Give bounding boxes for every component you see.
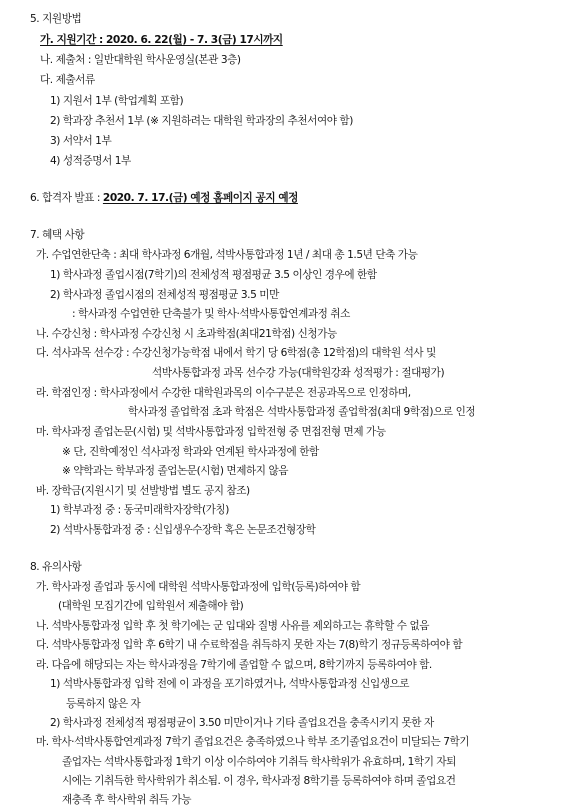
announcement-label: 6. 합격자 발표 : bbox=[30, 192, 103, 204]
doc-item-2: 2) 학과장 추천서 1부 (※ 지원하려는 대학원 학과장의 추천서여야 함) bbox=[50, 115, 353, 127]
note-d-1: 1) 석박사통합과정 입학 전에 이 과정을 포기하였거나, 석박사통합과정 신입생으로 bbox=[50, 678, 410, 690]
note-e-cont-3: 재충족 후 학사학위 취득 가능 bbox=[62, 794, 192, 806]
benefit-f: 바. 장학금(지원시기 및 선발방법 별도 공지 참조) bbox=[36, 485, 250, 497]
note-e: 마. 학사·석박사통합연계과정 7학기 졸업요건은 충족하였으나 학부 조기졸업요건이 미달되는 7학기 bbox=[36, 736, 470, 748]
benefit-e-note-1: ※ 단, 진학예정인 석사과정 학과와 연계된 학사과정에 한함 bbox=[62, 446, 319, 458]
note-c: 다. 석박사통합과정 입학 후 6학기 내 수료학점을 취득하지 못한 자는 7(8)학기 정규등록하여야 함 bbox=[36, 639, 463, 651]
benefit-d: 라. 학점인정 : 학사과정에서 수강한 대학원과목의 이수구분은 전공과목으로 인정하며, bbox=[36, 387, 411, 399]
note-d-2: 2) 학사과정 전체성적 평점평균이 3.50 미만이거나 기타 졸업요건을 충족시키지 못한 자 bbox=[50, 717, 434, 729]
submission-place: 나. 제출처 : 일반대학원 학사운영실(본관 3층) bbox=[40, 54, 241, 66]
note-b: 나. 석박사통합과정 입학 후 첫 학기에는 군 입대와 질병 사유를 제외하고는 휴학할 수 없음 bbox=[36, 620, 430, 632]
note-d: 라. 다음에 해당되는 자는 학사과정을 7학기에 졸업할 수 없으며, 8학기까지 등록하여야 함. bbox=[36, 659, 432, 671]
benefit-a: 가. 수업연한단축 : 최대 학사과정 6개월, 석박사통합과정 1년 / 최대 총 1.5년 단축 가능 bbox=[36, 249, 418, 261]
benefit-e: 마. 학사과정 졸업논문(시험) 및 석박사통합과정 입학전형 중 면접전형 면제 가능 bbox=[36, 426, 386, 438]
benefit-a-2: 2) 학사과정 졸업시점의 전체성적 평점평균 3.5 미만 bbox=[50, 289, 279, 301]
application-period: 가. 지원기간 : 2020. 6. 22(월) - 7. 3(금) 17시까지 bbox=[40, 34, 283, 46]
required-documents-heading: 다. 제출서류 bbox=[40, 74, 95, 86]
note-a: 가. 학사과정 졸업과 동시에 대학원 석박사통합과정에 입학(등록)하여야 함 bbox=[36, 581, 361, 593]
benefit-a-2-note: : 학사과정 수업연한 단축불가 및 학사·석박사통합연계과정 취소 bbox=[72, 308, 350, 320]
benefit-c-cont: 석박사통합과정 과목 선수강 가능(대학원강좌 성적평가 : 절대평가) bbox=[152, 367, 445, 379]
section-5-heading: 5. 지원방법 bbox=[30, 13, 82, 25]
benefit-f-1: 1) 학부과정 중 : 동국미래학자장학(가칭) bbox=[50, 504, 229, 516]
benefit-e-note-2: ※ 약학과는 학부과정 졸업논문(시험) 면제하지 않음 bbox=[62, 465, 289, 477]
benefit-b: 나. 수강신청 : 학사과정 수강신청 시 초과학점(최대21학점) 신청가능 bbox=[36, 328, 337, 340]
section-6-heading bbox=[30, 191, 298, 205]
benefit-d-cont: 학사과정 졸업학점 초과 학점은 석박사통합과정 졸업학점(최대 9학점)으로 인정 bbox=[128, 406, 476, 418]
section-8-heading: 8. 유의사항 bbox=[30, 561, 82, 573]
doc-item-3: 3) 서약서 1부 bbox=[50, 135, 112, 147]
note-d-1-cont: 등록하지 않은 자 bbox=[66, 698, 141, 710]
doc-item-4: 4) 성적증명서 1부 bbox=[50, 155, 131, 167]
note-e-cont-2: 시에는 기취득한 학사학위가 취소됨. 이 경우, 학사과정 8학기를 등록하여야 하며 졸업요건 bbox=[62, 775, 456, 787]
benefit-c: 다. 석사과목 선수강 : 수강신청가능학점 내에서 학기 당 6학점(총 12학점)의 대학원 석사 및 bbox=[36, 347, 436, 359]
doc-item-1: 1) 지원서 1부 (학업계획 포함) bbox=[50, 95, 184, 107]
note-e-cont-1: 졸업자는 석박사통합과정 1학기 이상 이수하여야 기취득 학사학위가 유효하며, 1학기 자퇴 bbox=[62, 756, 456, 768]
announcement-date: 2020. 7. 17.(금) 예정 홈페이지 공지 예정 bbox=[102, 192, 298, 204]
benefit-a-1: 1) 학사과정 졸업시점(7학기)의 전체성적 평점평균 3.5 이상인 경우에 한함 bbox=[50, 269, 377, 281]
note-a-cont: (대학원 모집기간에 입학원서 제출해야 함) bbox=[58, 600, 244, 612]
section-7-heading: 7. 혜택 사항 bbox=[30, 229, 85, 241]
benefit-f-2: 2) 석박사통합과정 중 : 신입생우수장학 혹은 논문조건형장학 bbox=[50, 524, 316, 536]
